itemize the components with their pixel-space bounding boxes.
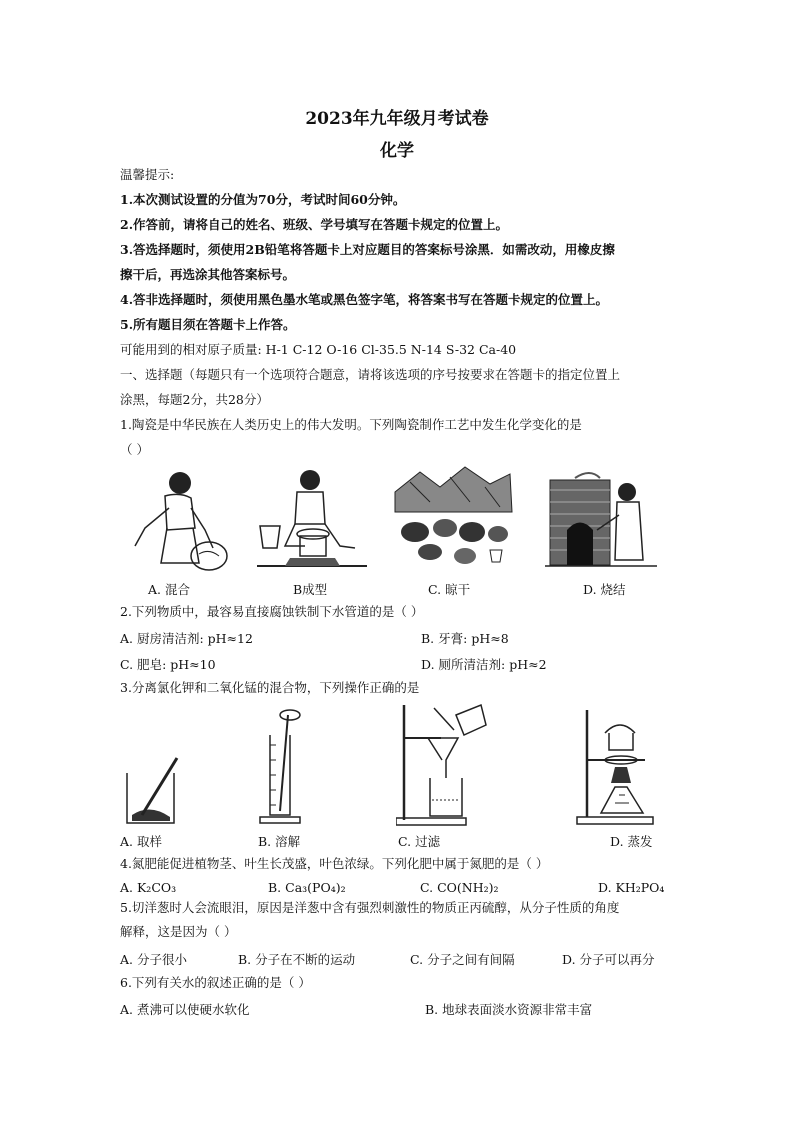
tip-3: 3.答选择题时，须使用2B铅笔将答题卡上对应题目的答案标号涂黑．如需改动，用橡皮擦 [120,242,615,257]
tips-heading: 温馨提示: [120,167,175,182]
q3-option-c: C. 过滤 [398,834,441,849]
q1-stem-cont: （ ） [120,442,149,457]
q3-stem: 3.分离氯化钾和二氧化锰的混合物，下列操作正确的是 [120,680,420,695]
exam-title: 2023年九年级月考试卷 [305,109,489,129]
pottery-firing-figure [545,470,660,570]
q5-option-c: C. 分子之间有间隔 [410,952,515,967]
subject-title: 化学 [380,141,414,161]
q1-option-a: A. 混合 [148,582,190,597]
q1-option-b: B成型 [293,582,328,597]
section-heading: 一、选择题（每题只有一个选项符合题意，请将该选项的序号按要求在答题卡的指定位置上 [120,367,621,382]
q6-stem: 6.下列有关水的叙述正确的是（ ） [120,975,311,990]
q4-option-c: C. CO(NH₂)₂ [420,880,499,895]
tip-3-cont: 擦干后，再选涂其他答案标号。 [120,267,296,282]
q1-option-c: C. 晾干 [428,582,471,597]
q2-option-d: D. 厕所清洁剂: pH≈2 [421,657,547,672]
evaporation-setup-figure [575,705,660,827]
q2-stem: 2.下列物质中，最容易直接腐蚀铁制下水管道的是（ ） [120,604,424,619]
q5-stem: 5.切洋葱时人会流眼泪，原因是洋葱中含有强烈刺激性的物质正丙硫醇，从分子性质的角度 [120,900,620,915]
q5-option-d: D. 分子可以再分 [562,952,655,967]
tip-2: 2.作答前，请将自己的姓名、班级、学号填写在答题卡规定的位置上。 [120,217,509,232]
tip-5: 5.所有题目须在答题卡上作答。 [120,317,296,332]
tip-4: 4.答非选择题时，须使用黑色墨水笔或黑色签字笔，将答案书写在答题卡规定的位置上。 [120,292,609,307]
q4-option-b: B. Ca₃(PO₄)₂ [268,880,346,895]
q5-option-b: B. 分子在不断的运动 [238,952,356,967]
q3-option-d: D. 蒸发 [610,834,653,849]
q4-option-a: A. K₂CO₃ [120,880,177,895]
pottery-shaping-figure [255,466,370,573]
q5-option-a: A. 分子很小 [120,952,187,967]
section-heading-cont: 涂黑，每题2分，共28分） [120,392,269,407]
q5-stem-cont: 解释，这是因为（ ） [120,924,237,939]
q4-option-d: D. KH₂PO₄ [598,880,665,895]
sampling-beaker-figure [122,755,182,827]
filtration-setup-figure [396,700,491,828]
q3-option-b: B. 溶解 [258,834,301,849]
q6-option-b: B. 地球表面淡水资源非常丰富 [425,1002,593,1017]
atomic-masses: 可能用到的相对原子质量: H-1 C-12 O-16 Cl-35.5 N-14 S-32 Ca-40 [120,342,517,357]
pottery-mixing-figure [125,468,230,573]
q3-option-a: A. 取样 [120,834,162,849]
pottery-drying-figure [390,462,515,572]
q2-option-b: B. 牙膏: pH≈8 [421,631,509,646]
dissolving-cylinder-figure [258,705,308,827]
q1-option-d: D. 烧结 [583,582,626,597]
q2-option-c: C. 肥皂: pH≈10 [120,657,216,672]
q4-stem: 4.氮肥能促进植物茎、叶生长茂盛，叶色浓绿。下列化肥中属于氮肥的是（ ） [120,856,549,871]
q2-option-a: A. 厨房清洁剂: pH≈12 [120,631,253,646]
q6-option-a: A. 煮沸可以使硬水软化 [120,1002,250,1017]
q1-stem: 1.陶瓷是中华民族在人类历史上的伟大发明。下列陶瓷制作工艺中发生化学变化的是 [120,417,582,432]
tip-1: 1.本次测试设置的分值为70分，考试时间60分钟。 [120,192,406,207]
